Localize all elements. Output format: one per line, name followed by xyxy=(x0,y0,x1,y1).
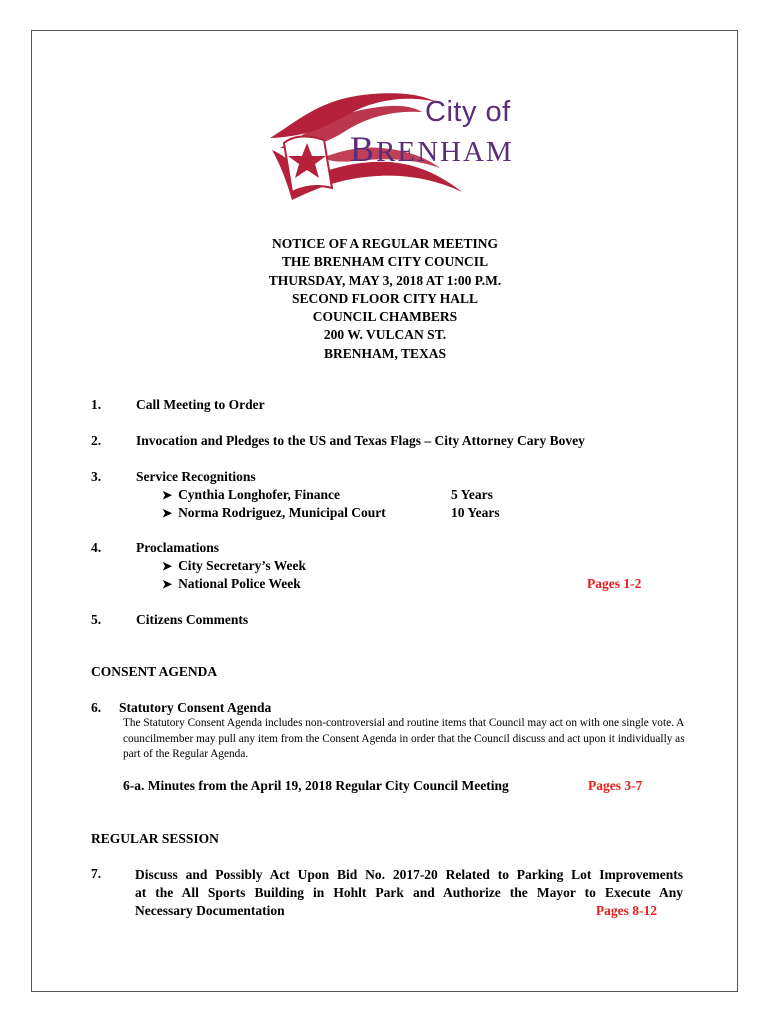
regular-session-heading: REGULAR SESSION xyxy=(91,831,219,846)
item-7-number: 7. xyxy=(91,866,102,881)
item-4-text: Proclamations xyxy=(136,540,219,555)
item-1-number: 1. xyxy=(91,397,102,412)
item-6a-text: 6-a. Minutes from the April 19, 2018 Regular City Council Meeting xyxy=(123,778,509,793)
item-7-line: at the All Sports Building in Hohlt Park and Authorize the Mayor to Execute Any xyxy=(135,885,683,900)
consent-agenda-heading: CONSENT AGENDA xyxy=(91,664,218,679)
list-item xyxy=(162,487,340,503)
proclamation-name: City Secretary’s Week xyxy=(178,558,307,573)
item-7-line: Necessary Documentation xyxy=(135,903,285,918)
logo-brenham xyxy=(350,128,514,170)
item-7-text xyxy=(135,866,683,920)
list-item xyxy=(162,576,301,592)
arrow-bullet-icon: ➤ xyxy=(162,488,173,502)
item-6-title: Statutory Consent Agenda xyxy=(119,700,272,715)
item-7-last-line xyxy=(135,902,683,920)
list-item xyxy=(162,558,306,574)
item-3-number: 3. xyxy=(91,469,102,484)
consent-description: The Statutory Consent Agenda includes non-controversial and routine items that Council may act on with one single vote. A councilmember may pull any item from the Consent Agenda in order that the Council discuss and act upon it individually as part of the Regular Agenda. xyxy=(123,717,685,760)
header-line: SECOND FLOOR CITY HALL xyxy=(292,290,478,306)
header-line: THE BRENHAM CITY COUNCIL xyxy=(281,254,489,270)
proclamation-name: National Police Week xyxy=(178,576,301,591)
list-item xyxy=(162,505,386,521)
meeting-header xyxy=(0,235,770,363)
header-line: BRENHAM, TEXAS xyxy=(323,345,447,361)
header-line: COUNCIL CHAMBERS xyxy=(312,309,458,325)
item-6a-pages-link[interactable]: Pages 3-7 xyxy=(588,778,643,793)
header-line: 200 W. VULCAN ST. xyxy=(323,327,447,343)
recognition-years: 5 Years xyxy=(451,487,493,502)
header-line: NOTICE OF A REGULAR MEETING xyxy=(271,236,499,251)
item-7-pages-link[interactable]: Pages 8-12 xyxy=(595,903,657,918)
city-logo xyxy=(262,88,512,206)
item-6-number: 6. xyxy=(91,700,102,715)
arrow-bullet-icon: ➤ xyxy=(162,559,173,573)
arrow-bullet-icon: ➤ xyxy=(162,506,173,520)
header-line: THURSDAY, MAY 3, 2018 AT 1:00 P.M. xyxy=(268,272,502,288)
item-7-line: Discuss and Possibly Act Upon Bid No. 2017-20 Related to Parking Lot Improvements xyxy=(135,867,683,882)
item-3-text: Service Recognitions xyxy=(136,469,256,484)
item-2-text: Invocation and Pledges to the US and Texas Flags – City Attorney Cary Bovey xyxy=(136,433,585,448)
recognition-name: Norma Rodriguez, Municipal Court xyxy=(178,505,386,520)
logo-city-of: City of xyxy=(425,96,511,128)
item-5-number: 5. xyxy=(91,612,102,627)
item-4-number: 4. xyxy=(91,540,102,555)
logo-initial: B xyxy=(350,129,377,169)
recognition-name: Cynthia Longhofer, Finance xyxy=(178,487,340,502)
arrow-bullet-icon: ➤ xyxy=(162,577,173,591)
item-2-number: 2. xyxy=(91,433,102,448)
recognition-years: 10 Years xyxy=(451,505,500,520)
item-5-text: Citizens Comments xyxy=(136,612,249,627)
item-1-text: Call Meeting to Order xyxy=(136,397,265,412)
item-4-pages-link[interactable]: Pages 1-2 xyxy=(587,576,642,591)
logo-rest: RENHAM xyxy=(376,136,514,168)
